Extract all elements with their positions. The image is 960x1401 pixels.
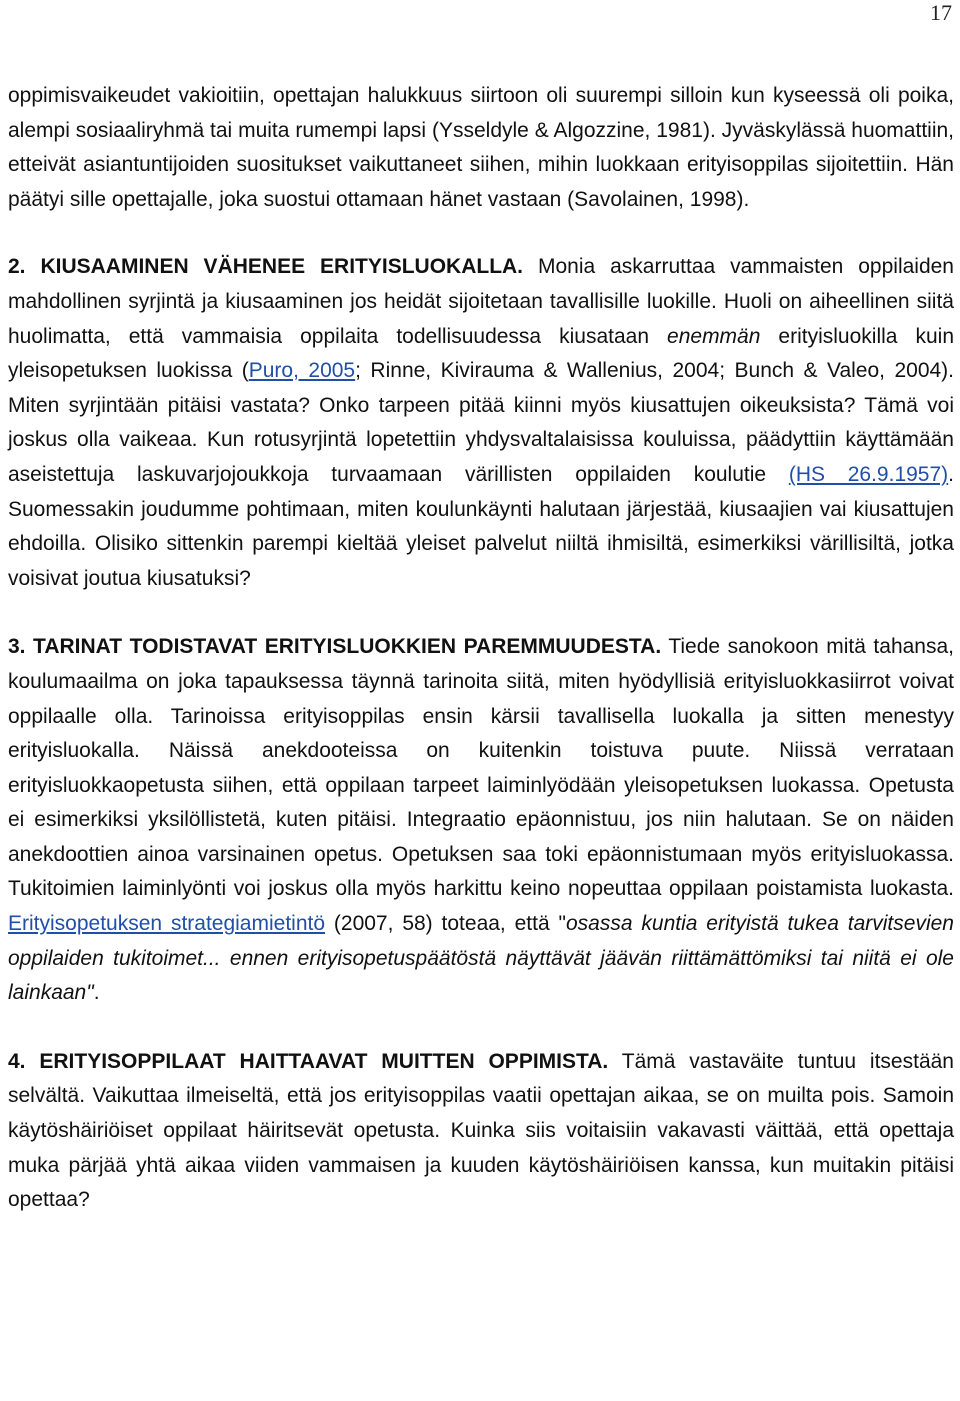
section-3-heading: 3. TARINAT TODISTAVAT ERITYISLUOKKIEN PAREMMUUDESTA. [8,635,662,659]
reference-link-puro-2005[interactable]: Puro, 2005 [248,359,356,383]
page-number: 17 [930,0,952,25]
section-2-heading: 2. KIUSAAMINEN VÄHENEE ERITYISLUOKALLA. [8,255,524,279]
section-4-heading: 4. ERITYISOPPILAAT HAITTAAVAT MUITTEN OPPIMISTA. [8,1049,609,1073]
section-2-text-4: . Suomessakin joudumme pohtimaan, miten koulunkäynti halutaan järjestää, kiusaajien vai kiusattujen ehdoilla. Olisiko sittenkin parempi kieltää yleiset palvelut niiltä ihmisiltä, esimerkiksi värillisiltä, jotka voisivat joutua kiusatuksi? [8,462,954,590]
paragraph-1-text: oppimisvaikeudet vakioitiin, opettajan halukkuus siirtoon oli suurempi silloin kun kyseessä oli poika, alempi sosiaaliryhmä tai muita rumempi lapsi (Ysseldyle & Algozzine, 1981). Jyväskylässä huomattiin, etteivät asiantuntijoiden suositukset vaikuttaneet siihen, mihin luokkaan erityisoppilas sijoitettiin. Hän päätyi sille opettajalle, joka suostui ottamaan hänet vastaan (Savolainen, 1998). [8,84,954,211]
paragraph-1 [8,79,954,217]
section-4-paragraph [8,1045,954,1218]
section-3-text-1: Tiede sanokoon mitä tahansa, koulumaailma on joka tapauksessa täynnä tarinoita siitä, miten hyödyllisiä erityisluokkasiirrot voivat oppilaalle olla. Tarinoissa erityisoppilas ensin kärsii tavallisella luokalla ja sitten menestyy erityisluokalla. Näissä anekdooteissa on kuitenkin toistuva puute. Niissä verrataan erityisluokkaopetusta siihen, että oppilaan tarpeet laiminlyödään yleisopetuksen luokassa. Opetusta ei esimerkiksi yksilöllistetä, kuten pitäisi. Integraatio epäonnistuu, jos niin halutaan. Se on näiden anekdoottien ainoa varsinainen opetus. Opetuksen saa toki epäonnistumaan myös erityisluokassa. Tukitoimien laiminlyönti voi joskus olla myös harkittu keino nopeuttaa oppilaan poistamista luokasta. [8,635,954,901]
section-2-text-1: Monia askarruttaa vammaisten oppilaiden mahdollinen syrjintä ja kiusaaminen jos heidät sijoitetaan tavallisille luokille. Huoli on aiheellinen siitä huolimatta, että vammaisia oppilaita todellisuudessa kiusataan [8,255,954,348]
reference-link-strategiamietinto[interactable]: Erityisopetuksen strategiamietintö [8,912,326,936]
section-3-text-2: (2007, 58) toteaa, että " [325,912,566,936]
section-4-text-1: Tämä vastaväite tuntuu itsestään selvältä. Vaikuttaa ilmeiseltä, että jos erityisoppilas vaatii opettajan aikaa, se on muilta pois. Samoin käytöshäiriöiset oppilaat häiritsevät opetusta. Kuinka siis voitaisiin vakavasti väittää, että opettaja muka pärjää yhtä aikaa viiden vammaisen ja kuuden käytöshäiriöisen kanssa, kun muitakin pitäisi opettaa? [8,1049,954,1212]
emphasis-enemman: enemmän [667,324,761,348]
section-3-paragraph [8,630,954,1011]
section-3-quote: osassa kuntia erityistä tukea tarvitsevien oppilaiden tukitoimet... ennen erityisopetuspäätöstä näyttävät jäävän riittämättömiksi tai niitä ei ole lainkaan" [8,912,954,1005]
section-2-text-2: erityisluokilla kuin yleisopetuksen luokissa ( [8,324,954,383]
section-2-paragraph [8,250,954,596]
reference-link-hs-1957[interactable]: (HS 26.9.1957) [788,462,949,486]
section-3-text-3: . [93,981,100,1005]
document-body [8,79,954,1218]
section-2-text-3: ; Rinne, Kivirauma & Wallenius, 2004; Bunch & Valeo, 2004). Miten syrjintään pitäisi vastata? Onko tarpeen pitää kiinni myös kiusattujen oikeuksista? Tämä voi joskus olla vaikeaa. Kun rotusyrjintä lopetettiin yhdysvaltalaisissa kouluissa, päädyttiin käyttämään aseistettuja laskuvarjojoukkoja turvaamaan värillisten oppilaiden koulutie [8,359,955,486]
